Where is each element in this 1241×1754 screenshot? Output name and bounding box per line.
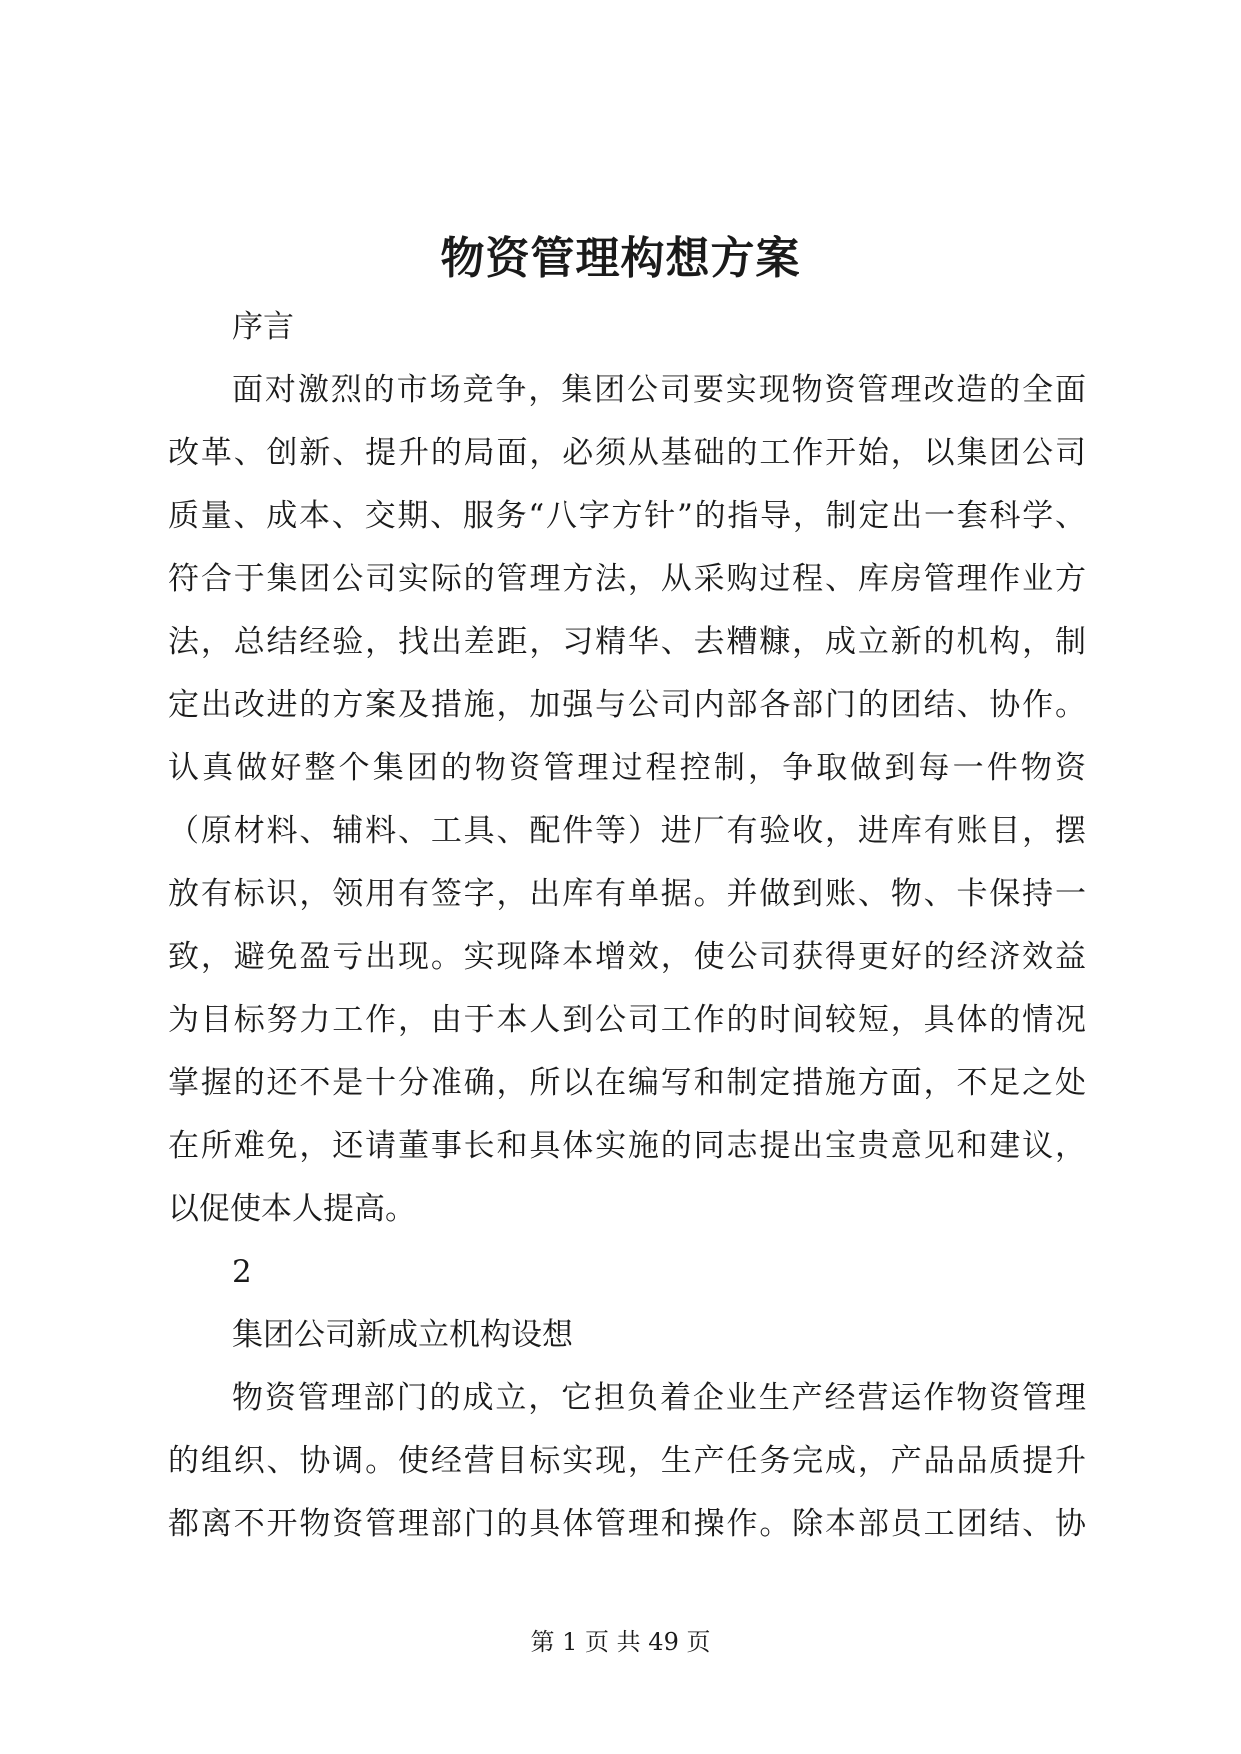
paragraph-line: 符合于集团公司实际的管理方法，从采购过程、库房管理作业方	[168, 561, 1086, 597]
paragraph-line: 改革、创新、提升的局面，必须从基础的工作开始，以集团公司	[168, 435, 1086, 471]
preface-heading: 序言	[232, 309, 294, 345]
paragraph-line: 为目标努力工作，由于本人到公司工作的时间较短，具体的情况	[168, 1002, 1086, 1038]
paragraph-line: （原材料、辅料、工具、配件等）进厂有验收，进库有账目，摆	[168, 813, 1086, 849]
paragraph-line: 认真做好整个集团的物资管理过程控制，争取做到每一件物资	[168, 750, 1086, 786]
paragraph-line: 以促使本人提高。	[168, 1191, 416, 1227]
paragraph-line: 物资管理部门的成立，它担负着企业生产经营运作物资管理	[232, 1380, 1086, 1416]
paragraph-line: 质量、成本、交期、服务“八字方针”的指导，制定出一套科学、	[168, 498, 1086, 534]
paragraph-line: 致，避免盈亏出现。实现降本增效，使公司获得更好的经济效益	[168, 939, 1086, 975]
section-heading: 集团公司新成立机构设想	[232, 1317, 573, 1353]
paragraph-line: 掌握的还不是十分准确，所以在编写和制定措施方面，不足之处	[168, 1065, 1086, 1101]
paragraph-line: 放有标识，领用有签字，出库有单据。并做到账、物、卡保持一	[168, 876, 1086, 912]
paragraph-line: 法，总结经验，找出差距，习精华、去糟糠，成立新的机构，制	[168, 624, 1086, 660]
document-title: 物资管理构想方案	[440, 233, 801, 284]
paragraph-line: 都离不开物资管理部门的具体管理和操作。除本部员工团结、协	[168, 1506, 1086, 1542]
paragraph-line: 的组织、协调。使经营目标实现，生产任务完成，产品品质提升	[168, 1443, 1086, 1479]
section-number: 2	[232, 1254, 252, 1290]
page-footer: 第 1 页 共 49 页	[530, 1628, 711, 1656]
paragraph-line: 面对激烈的市场竞争，集团公司要实现物资管理改造的全面	[232, 372, 1086, 408]
document-body	[168, 296, 1086, 1556]
section-paragraph	[168, 1367, 1086, 1556]
paragraph-line: 在所难免，还请董事长和具体实施的同志提出宝贵意见和建议，	[168, 1128, 1086, 1164]
preface-paragraph	[168, 359, 1086, 1241]
paragraph-line: 定出改进的方案及措施，加强与公司内部各部门的团结、协作。	[168, 687, 1086, 723]
